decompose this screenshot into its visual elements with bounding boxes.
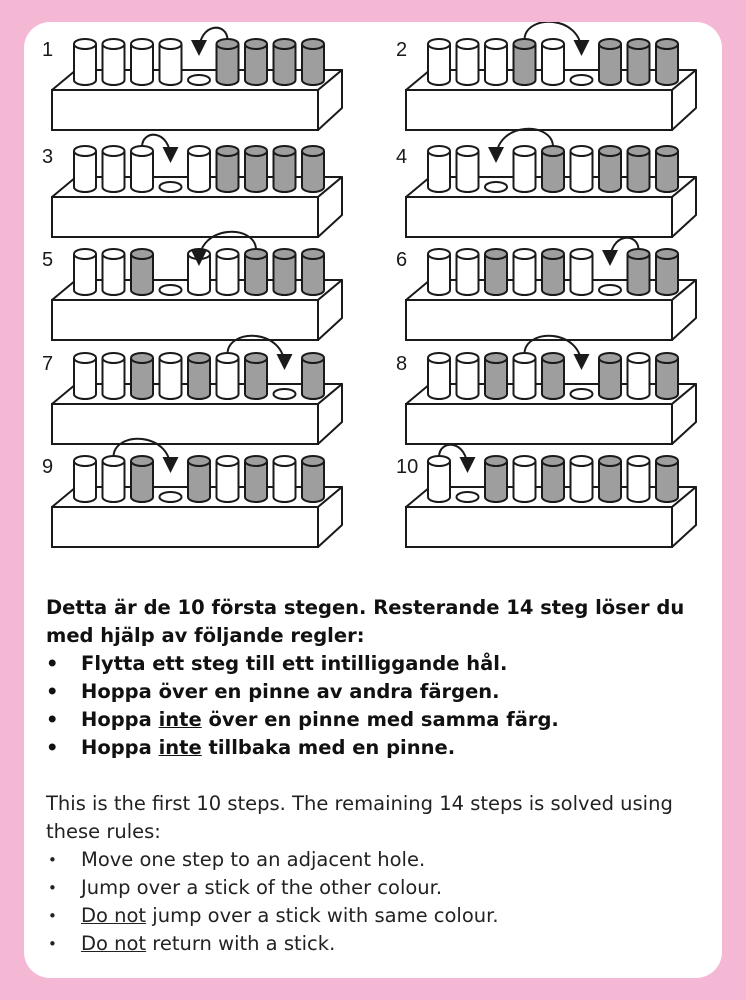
white-peg [160, 39, 182, 85]
puzzle-step-8 [396, 336, 696, 444]
gray-peg [302, 249, 324, 295]
puzzle-step-4 [396, 129, 696, 237]
step-number: 10 [396, 456, 419, 478]
swedish-rule-4-start: Hoppa [81, 736, 159, 759]
english-rule-4-end: return with a stick. [146, 932, 336, 955]
english-rule-4 [46, 930, 706, 958]
board-front [406, 90, 672, 130]
gray-peg [656, 456, 678, 502]
empty-hole [160, 492, 182, 502]
gray-peg [628, 146, 650, 192]
white-peg [514, 249, 536, 295]
gray-peg [485, 249, 507, 295]
swedish-rule-3-start: Hoppa [81, 708, 159, 731]
board-front [406, 300, 672, 340]
gray-peg [542, 146, 564, 192]
white-peg [542, 39, 564, 85]
empty-hole [571, 389, 593, 399]
puzzle-step-3 [42, 135, 342, 237]
board-front [52, 90, 318, 130]
gray-peg [656, 249, 678, 295]
white-peg [217, 353, 239, 399]
board-front [52, 507, 318, 547]
gray-peg [599, 146, 621, 192]
empty-hole [485, 182, 507, 192]
english-rules [46, 846, 706, 958]
gray-peg [542, 456, 564, 502]
english-instructions [46, 790, 706, 958]
gray-peg [245, 456, 267, 502]
white-peg [74, 353, 96, 399]
swedish-rules [46, 650, 706, 762]
gray-peg [245, 146, 267, 192]
white-peg [457, 39, 479, 85]
white-peg [188, 146, 210, 192]
puzzle-step-9 [42, 439, 342, 547]
empty-hole [160, 285, 182, 295]
swedish-rule-2: • Hoppa över en pinne av andra färgen. [46, 678, 706, 706]
white-peg [428, 39, 450, 85]
puzzle-step-1 [42, 28, 342, 130]
empty-hole [599, 285, 621, 295]
empty-hole [571, 75, 593, 85]
white-peg [571, 146, 593, 192]
gray-peg [217, 39, 239, 85]
empty-hole [188, 75, 210, 85]
white-peg [217, 456, 239, 502]
white-peg [628, 353, 650, 399]
gray-peg [628, 249, 650, 295]
swedish-rule-3-end: över en pinne med samma färg. [201, 708, 559, 731]
swedish-instructions [46, 594, 706, 762]
gray-peg [656, 146, 678, 192]
gray-peg [274, 249, 296, 295]
board-front [406, 507, 672, 547]
swedish-rule-4 [46, 734, 706, 762]
white-peg [571, 456, 593, 502]
step-number: 9 [42, 456, 54, 478]
step-number: 4 [396, 146, 408, 168]
english-rule-3-end: jump over a stick with same colour. [146, 904, 499, 927]
step-number: 2 [396, 39, 408, 61]
gray-peg [245, 353, 267, 399]
gray-peg [656, 39, 678, 85]
gray-peg [245, 39, 267, 85]
white-peg [514, 353, 536, 399]
gray-peg [599, 456, 621, 502]
white-peg [74, 249, 96, 295]
white-peg [457, 353, 479, 399]
white-peg [103, 249, 125, 295]
white-peg [74, 456, 96, 502]
white-peg [457, 249, 479, 295]
gray-peg [131, 456, 153, 502]
english-rule-3 [46, 902, 706, 930]
white-peg [103, 353, 125, 399]
gray-peg [274, 39, 296, 85]
gray-peg [302, 353, 324, 399]
white-peg [160, 353, 182, 399]
white-peg [217, 249, 239, 295]
gray-peg [542, 249, 564, 295]
empty-hole [274, 389, 296, 399]
english-intro: This is the first 10 steps. The remaining 14 steps is solved using these rules: [46, 792, 673, 843]
gray-peg [485, 456, 507, 502]
puzzle-step-6 [396, 238, 696, 340]
gray-peg [599, 39, 621, 85]
puzzle-step-7 [42, 336, 342, 444]
swedish-rule-1: • Flytta ett steg till ett intilliggande hål. [46, 650, 706, 678]
board-front [52, 404, 318, 444]
swedish-rule-4-end: tillbaka med en pinne. [201, 736, 456, 759]
gray-peg [302, 456, 324, 502]
gray-peg [131, 353, 153, 399]
board-front [52, 300, 318, 340]
gray-peg [302, 146, 324, 192]
gray-peg [245, 249, 267, 295]
gray-peg [656, 353, 678, 399]
gray-peg [628, 39, 650, 85]
white-peg [131, 39, 153, 85]
puzzle-step-10 [396, 445, 696, 547]
puzzle-step-2 [396, 22, 696, 130]
empty-hole [160, 182, 182, 192]
white-peg [103, 146, 125, 192]
white-peg [428, 146, 450, 192]
white-peg [428, 249, 450, 295]
swedish-rule-3 [46, 706, 706, 734]
peg-puzzle-diagram [24, 22, 722, 572]
step-number: 7 [42, 353, 54, 375]
white-peg [274, 456, 296, 502]
gray-peg [599, 353, 621, 399]
swedish-rule-4-emphasis: inte [158, 736, 202, 759]
english-rule-4-emphasis: Do not [81, 932, 147, 955]
gray-peg [217, 146, 239, 192]
empty-hole [457, 492, 479, 502]
step-number: 6 [396, 249, 408, 271]
gray-peg [514, 39, 536, 85]
gray-peg [542, 353, 564, 399]
white-peg [74, 39, 96, 85]
board-front [52, 197, 318, 237]
step-number: 8 [396, 353, 408, 375]
white-peg [74, 146, 96, 192]
white-peg [457, 146, 479, 192]
swedish-rule-3-emphasis: inte [158, 708, 202, 731]
white-peg [514, 456, 536, 502]
gray-peg [274, 146, 296, 192]
white-peg [103, 39, 125, 85]
white-peg [131, 146, 153, 192]
white-peg [514, 146, 536, 192]
puzzle-step-5 [42, 232, 342, 340]
step-number: 1 [42, 39, 54, 61]
gray-peg [131, 249, 153, 295]
board-front [406, 404, 672, 444]
step-number: 3 [42, 146, 54, 168]
white-peg [628, 456, 650, 502]
white-peg [571, 249, 593, 295]
english-rule-2: • Jump over a stick of the other colour. [46, 874, 706, 902]
gray-peg [188, 353, 210, 399]
english-rule-1: • Move one step to an adjacent hole. [46, 846, 706, 874]
swedish-intro: Detta är de 10 första stegen. Resterande 14 steg löser du med hjälp av följande regler: [46, 596, 685, 647]
white-peg [428, 353, 450, 399]
gray-peg [188, 456, 210, 502]
white-peg [103, 456, 125, 502]
english-rule-3-emphasis: Do not [81, 904, 147, 927]
white-peg [485, 39, 507, 85]
step-number: 5 [42, 249, 54, 271]
instruction-card [24, 22, 722, 978]
gray-peg [302, 39, 324, 85]
gray-peg [485, 353, 507, 399]
board-front [406, 197, 672, 237]
white-peg [428, 456, 450, 502]
